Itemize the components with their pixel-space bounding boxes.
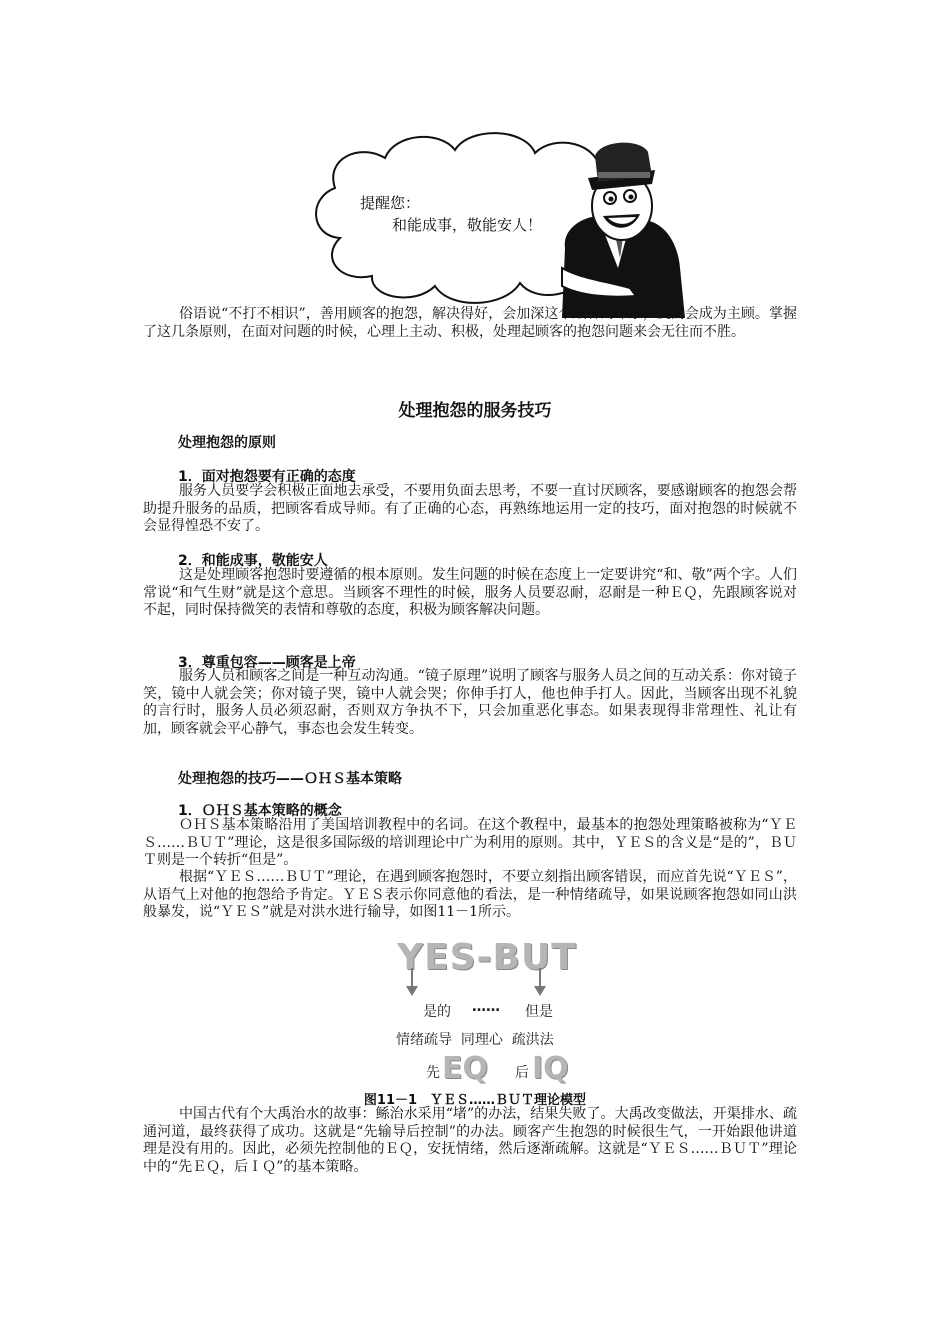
section2-heading: 处理抱怨的技巧——ＯＨＳ基本策略 <box>178 771 402 787</box>
callout-line-1: 提醒您： <box>360 194 421 212</box>
down-arrow-icon <box>406 968 418 996</box>
ohs-concept-heading: 1．ＯＨＳ基本策略的概念 <box>178 803 342 819</box>
down-arrow-icon <box>534 968 546 996</box>
figure-then-label: 后 <box>515 1065 529 1081</box>
principle2-heading: 2．和能成事，敬能安人 <box>178 553 328 569</box>
figure-caption: 图11－1 ＹＥＳ……ＢＵＴ理论模型 <box>363 1093 587 1108</box>
closing-paragraph: 中国古代有个大禹治水的故事：鲧治水采用“堵”的办法，结果失败了。大禹改变做法，开渠排水、疏通河道，最终获得了成功。这就是“先输导后控制”的办法。顾客产生抱怨的时候很生气，一开始跟他讲道理是没有用的。因此，必须先控制他的ＥＱ，安抚情绪，然后逐渐疏解。这就是“ＹＥＳ……ＢＵＴ”理论中的“先ＥＱ，后ＩＱ”的基本策略。 <box>143 1106 797 1175</box>
figure-concepts-row: 情绪疏导 同理心 疏洪法 <box>396 1032 554 1048</box>
figure-ellipsis: …… <box>472 999 500 1015</box>
callout-line-2: 和能成事，敬能安人！ <box>392 216 543 234</box>
principle3-heading: 3．尊重包容——顾客是上帝 <box>178 655 356 671</box>
section1-heading: 处理抱怨的原则 <box>178 435 276 451</box>
figure-but-label: 但是 <box>525 1004 553 1020</box>
page-title: 处理抱怨的服务技巧 <box>398 401 552 421</box>
figure-eq-text: EQ <box>442 1051 488 1086</box>
principle1-text: 服务人员要学会积极正面地去承受，不要用负面去思考，不要一直讨厌顾客，要感谢顾客的抱怨会帮助提升服务的品质，把顾客看成导师。有了正确的心态，再熟练地运用一定的技巧，面对抱怨的时候就不会显得惶恐不安了。 <box>143 483 797 535</box>
ohs-concept-text: ＯＨＳ基本策略沿用了美国培训教程中的名词。在这个教程中，最基本的抱怨处理策略被称为“ＹＥＳ……ＢＵＴ”理论，这是很多国际级的培训理论中广为利用的原则。其中，ＹＥＳ的含义是“是的”，ＢＵＴ则是一个转折“但是”。 <box>143 817 797 869</box>
figure-first-label: 先 <box>426 1065 440 1081</box>
figure-iq-text: IQ <box>532 1051 569 1086</box>
principle3-text: 服务人员和顾客之间是一种互动沟通。“镜子原理”说明了顾客与服务人员之间的互动关系：你对镜子笑，镜中人就会笑；你对镜子哭，镜中人就会哭；你伸手打人，他也伸手打人。因此，当顾客出现不礼貌的言行时，服务人员必须忍耐，否则双方争执不下，只会加重恶化事态。如果表现得非常理性、礼让有加，顾客就会平心静气，事态也会发生转变。 <box>143 668 797 737</box>
yes-but-text: 根据“ＹＥＳ……ＢＵＴ”理论，在遇到顾客抱怨时，不要立刻指出顾客错误，而应首先说“ＹＥＳ”，从语气上对他的抱怨给予肯定。ＹＥＳ表示你同意他的看法，是一种情绪疏导，如果说顾客抱怨如同山洪般暴发，说“ＹＥＳ”就是对洪水进行输导，如图11－1所示。 <box>143 869 797 921</box>
figure-arrows <box>395 968 585 998</box>
figure-yes-but-banner: YES-BUT <box>397 937 577 978</box>
principle1-heading: 1．面对抱怨要有正确的态度 <box>178 469 356 485</box>
intro-paragraph: 俗语说“不打不相识”，善用顾客的抱怨，解决得好，会加深这个顾客的印象，反而会成为主顾。掌握了这几条原则，在面对问题的时候，心理上主动、积极，处理起顾客的抱怨问题来会无往而不胜。 <box>143 306 797 340</box>
principle2-text: 这是处理顾客抱怨时要遵循的根本原则。发生问题的时候在态度上一定要讲究“和、敬”两个字。人们常说“和气生财”就是这个意思。当顾客不理性的时候，服务人员要忍耐，忍耐是一种ＥＱ，先跟顾客说对不起，同时保持微笑的表情和尊敬的态度，积极为顾客解决问题。 <box>143 567 797 619</box>
figure-yes-label: 是的 <box>423 1004 451 1020</box>
